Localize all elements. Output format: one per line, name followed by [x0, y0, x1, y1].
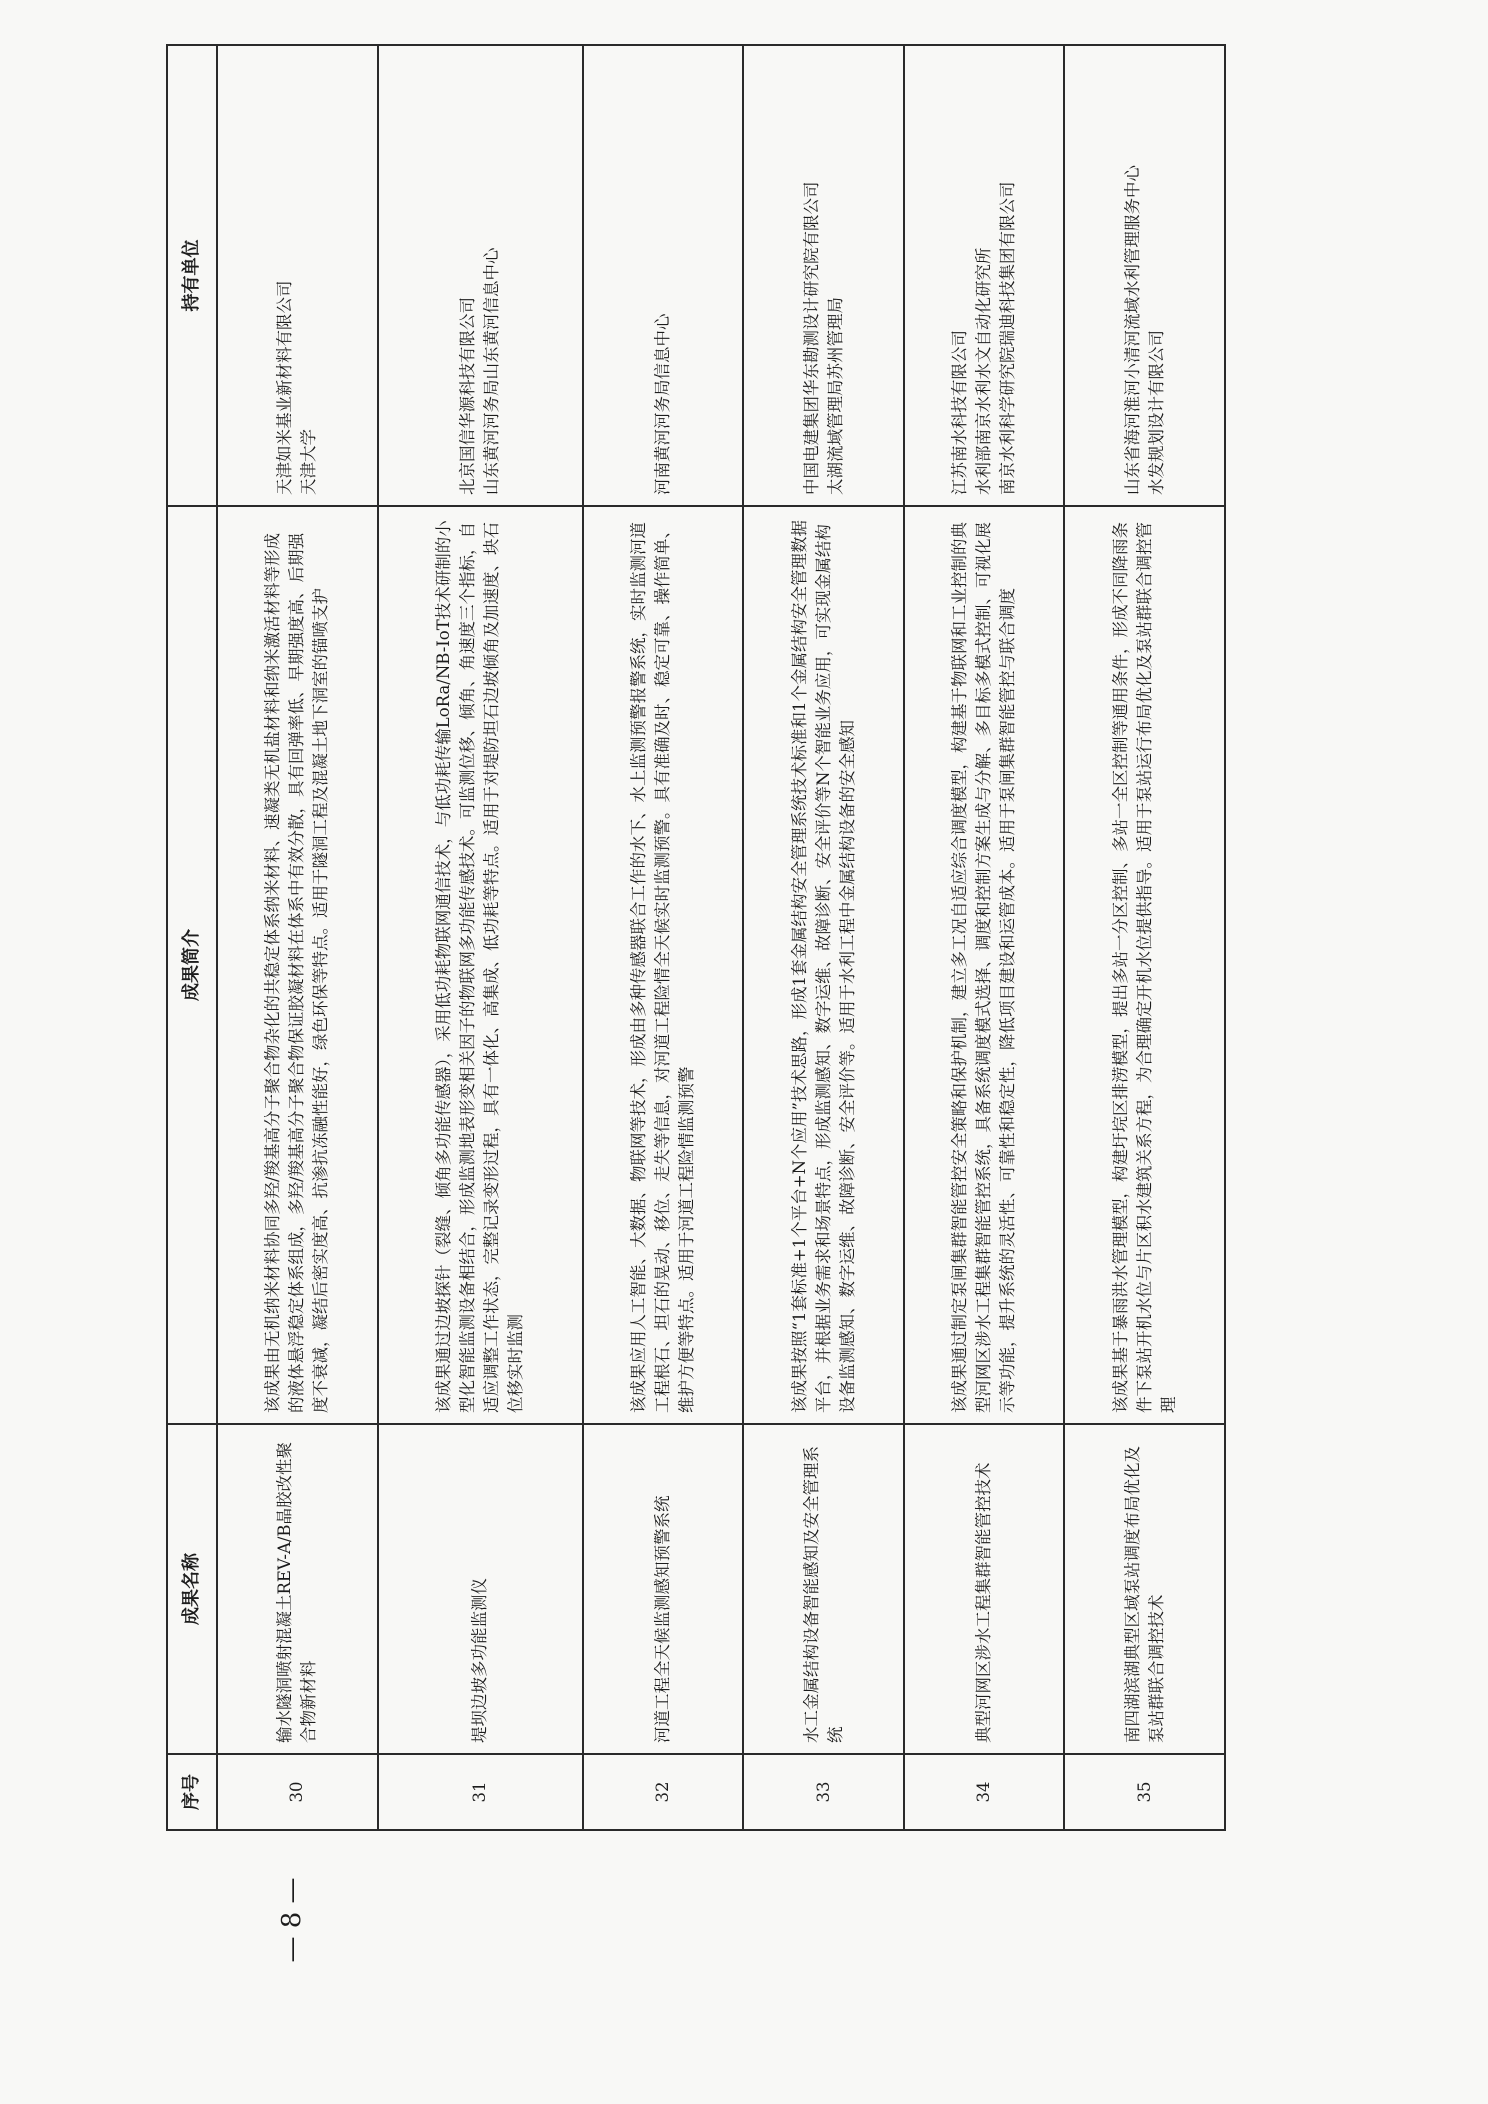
unit-line: 中国电建集团华东勘测设计研究院有限公司	[801, 181, 821, 495]
unit-line: 山东省海河淮河小清河流域水利管理服务中心	[1122, 165, 1142, 495]
page-number: — 8 —	[277, 1877, 307, 1963]
unit-line: 天津大学	[299, 429, 319, 495]
cell-desc: 该成果按照“1套标准+1个平台+N个应用”技术思路，形成1套金属结构安全管理系统技术标准和1个金属结构安全管理数据平台，并根据业务需求和场景特点，形成监测感知、数字运维、故障诊断、安全评价等N个智能业务应用，可实现金属结构设备监测感知、数字运维、故障诊断、安全评价等。适用于水利工程中金属结构设备的安全感知	[743, 506, 904, 1424]
cell-desc: 该成果通过边坡探针（裂缝、倾角多功能传感器），采用低功耗物联网通信技术，与低功耗传输LoRa/NB-IoT技术研制的小型化智能监测设备相结合，形成监测地表形变相关因子的物联网多功能传感技术。可监测位移、倾角、角速度三个指标，自适应调整工作状态，完整记录变形过程，具有一体化、高集成、低功耗等特点。适用于对堤防坦石边坡倾角及加速度、块石位移实时监测	[378, 506, 583, 1424]
unit-line: 水发规划设计有限公司	[1146, 330, 1166, 495]
table-row	[217, 45, 378, 1830]
rotated-table-wrapper	[166, 46, 1226, 1831]
cell-desc: 该成果通过制定泵闸集群智能管控安全策略和保护机制，建立多工况自适应综合调度模型，构建基于物联网和工业控制的典型河网区涉水工程集群智能管控系统，具备系统调度模式选择、调度和控制方案生成与分解、多目标多模式控制、可视化展示等功能，提升系统的灵活性、可靠性和稳定性，降低项目建设和运管成本。适用于泵闸集群智能管控与联合调度	[904, 506, 1065, 1424]
cell-unit	[1064, 45, 1225, 506]
cell-no: 32	[583, 1754, 744, 1830]
cell-no: 30	[217, 1754, 378, 1830]
table-header-row	[167, 45, 217, 1830]
cell-name: 输水隧洞喷射混凝土REV-A/B晶胶改性聚合物新材料	[217, 1424, 378, 1754]
header-name: 成果名称	[167, 1424, 217, 1754]
cell-no: 35	[1064, 1754, 1225, 1830]
unit-line: 天津如米基业新材料有限公司	[275, 280, 295, 495]
table-row	[583, 45, 744, 1830]
cell-name: 南四湖滨湖典型区域泵站调度布局优化及泵站群联合调控技术	[1064, 1424, 1225, 1754]
cell-unit	[217, 45, 378, 506]
cell-name: 典型河网区涉水工程集群智能管控技术	[904, 1424, 1065, 1754]
unit-line: 太湖流域管理局苏州管理局	[825, 297, 845, 495]
cell-name: 堤坝边坡多功能监测仪	[378, 1424, 583, 1754]
cell-name: 河道工程全天候监测感知预警系统	[583, 1424, 744, 1754]
header-no: 序号	[167, 1754, 217, 1830]
unit-line: 水利部南京水利水文自动化研究所	[974, 247, 994, 495]
cell-unit	[378, 45, 583, 506]
cell-desc: 该成果基于暴雨洪水管理模型，构建圩垸区排涝模型，提出多站一分区控制、多站一全区控制等通用条件，形成不同降雨条件下泵站开机水位与片区积水建筑关系方程，为合理确定开机水位提供指导。适用于泵站运行布局优化及泵站群联合调控管理	[1064, 506, 1225, 1424]
rotated-table-frame	[166, 46, 1226, 1831]
unit-line: 北京国信华源科技有限公司	[458, 297, 478, 495]
table-row	[743, 45, 904, 1830]
header-unit: 持有单位	[167, 45, 217, 506]
unit-line: 江苏南水科技有限公司	[950, 330, 970, 495]
table-row	[378, 45, 583, 1830]
cell-desc: 该成果应用人工智能、大数据、物联网等技术，形成由多种传感器联合工作的水下、水上监测预警报警系统，实时监测河道工程根石、坦石的晃动、移位、走失等信息，对河道工程险情全天候实时监测预警。具有准确及时、稳定可靠、操作简单、维护方便等特点。适用于河道工程险情监测预警	[583, 506, 744, 1424]
unit-line: 南京水利科学研究院瑞迪科技集团有限公司	[998, 181, 1018, 495]
unit-line: 山东黄河河务局山东黄河信息中心	[482, 247, 502, 495]
cell-no: 34	[904, 1754, 1065, 1830]
cell-no: 33	[743, 1754, 904, 1830]
table-row	[904, 45, 1065, 1830]
table-row	[1064, 45, 1225, 1830]
cell-no: 31	[378, 1754, 583, 1830]
achievements-table	[166, 44, 1226, 1831]
cell-unit	[904, 45, 1065, 506]
cell-name: 水工金属结构设备智能感知及安全管理系统	[743, 1424, 904, 1754]
cell-unit	[583, 45, 744, 506]
unit-line: 河南黄河河务局信息中心	[653, 313, 673, 495]
header-desc: 成果简介	[167, 506, 217, 1424]
cell-desc: 该成果由无机纳米材料协同多羟/羧基高分子聚合物杂化的共稳定体系纳米材料、速凝类无机盐材料和纳米激活材料等形成的液体悬浮稳定体系组成，多羟/羧基高分子聚合物保证胶凝材料在体系中有效分散，具有回弹率低、早期强度高、后期强度不衰减，凝结后密实度高、抗渗抗冻融性能好，绿色环保等特点。适用于隧洞工程及混凝土地下洞室的锚喷支护	[217, 506, 378, 1424]
cell-unit	[743, 45, 904, 506]
